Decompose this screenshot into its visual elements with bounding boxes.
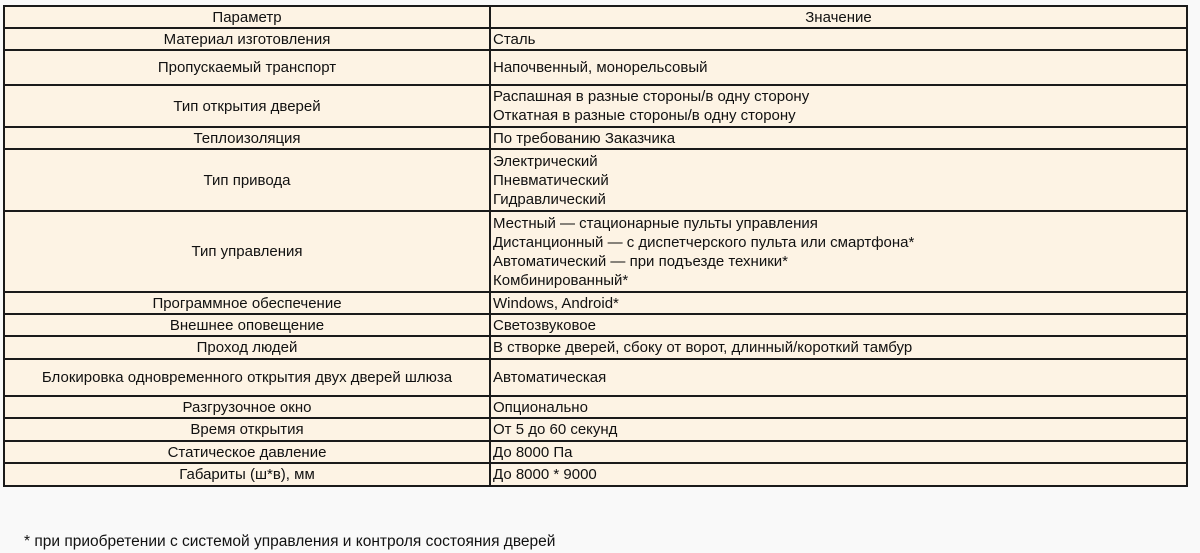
value-cell xyxy=(490,149,1187,211)
table-row xyxy=(4,211,1187,292)
table-row xyxy=(4,418,1187,441)
footnote: * при приобретении с системой управления и контроля состояния дверей xyxy=(24,533,556,550)
value-line: Светозвуковое xyxy=(493,316,596,334)
param-cell: Материал изготовления xyxy=(4,28,490,50)
table-row xyxy=(4,149,1187,211)
value-cell xyxy=(490,418,1187,441)
table-header-row xyxy=(4,6,1187,28)
param-cell: Проход людей xyxy=(4,336,490,359)
table-row xyxy=(4,396,1187,418)
value-cell xyxy=(490,441,1187,463)
table-row xyxy=(4,85,1187,127)
value-line: До 8000 * 9000 xyxy=(493,466,597,483)
table-row xyxy=(4,314,1187,336)
value-line: Автоматический — при подъезде техники* xyxy=(493,252,788,270)
param-cell: Тип управления xyxy=(4,211,490,292)
value-cell xyxy=(490,28,1187,50)
param-cell: Внешнее оповещение xyxy=(4,314,490,336)
value-line: Автоматическая xyxy=(493,369,607,386)
value-line: В створке дверей, сбоку от ворот, длинный/короткий тамбур xyxy=(493,339,913,356)
value-line: Электрический xyxy=(493,152,598,170)
value-cell xyxy=(490,292,1187,314)
table-row xyxy=(4,28,1187,50)
value-cell xyxy=(490,314,1187,336)
value-cell xyxy=(490,463,1187,486)
header-parameter: Параметр xyxy=(4,6,490,28)
value-cell xyxy=(490,396,1187,418)
value-line: До 8000 Па xyxy=(493,443,573,461)
value-line: От 5 до 60 секунд xyxy=(493,421,618,438)
param-cell: Пропускаемый транспорт xyxy=(4,50,490,85)
table-row xyxy=(4,50,1187,85)
value-line: Сталь xyxy=(493,30,536,48)
value-line: Местный — стационарные пульты управления xyxy=(493,214,818,232)
value-line: Опционально xyxy=(493,398,588,416)
value-line: Распашная в разные стороны/в одну сторону xyxy=(493,88,810,105)
value-cell xyxy=(490,85,1187,127)
table-row xyxy=(4,359,1187,396)
param-cell: Статическое давление xyxy=(4,441,490,463)
value-line: Откатная в разные стороны/в одну сторону xyxy=(493,107,796,124)
table-row xyxy=(4,127,1187,149)
value-cell xyxy=(490,211,1187,292)
param-cell: Тип привода xyxy=(4,149,490,211)
param-cell: Время открытия xyxy=(4,418,490,441)
param-cell: Блокировка одновременного открытия двух дверей шлюза xyxy=(4,359,490,396)
param-cell: Программное обеспечение xyxy=(4,292,490,314)
value-line: Комбинированный* xyxy=(493,271,629,289)
value-cell xyxy=(490,127,1187,149)
param-cell: Разгрузочное окно xyxy=(4,396,490,418)
value-line: Дистанционный — с диспетчерского пульта или смартфона* xyxy=(493,233,915,251)
value-cell xyxy=(490,336,1187,359)
param-cell: Габариты (ш*в), мм xyxy=(4,463,490,486)
table-row xyxy=(4,463,1187,486)
header-value: Значение xyxy=(490,6,1187,28)
value-cell xyxy=(490,359,1187,396)
table-row xyxy=(4,336,1187,359)
value-cell xyxy=(490,50,1187,85)
param-cell: Теплоизоляция xyxy=(4,127,490,149)
table-row xyxy=(4,441,1187,463)
value-line: Пневматический xyxy=(493,171,609,189)
value-line: Гидравлический xyxy=(493,190,606,208)
value-line: Напочвенный, монорельсовый xyxy=(493,59,708,76)
value-line: По требованию Заказчика xyxy=(493,129,676,147)
value-line: Windows, Android* xyxy=(493,294,619,312)
table-row xyxy=(4,292,1187,314)
specs-table xyxy=(3,5,1188,487)
param-cell: Тип открытия дверей xyxy=(4,85,490,127)
